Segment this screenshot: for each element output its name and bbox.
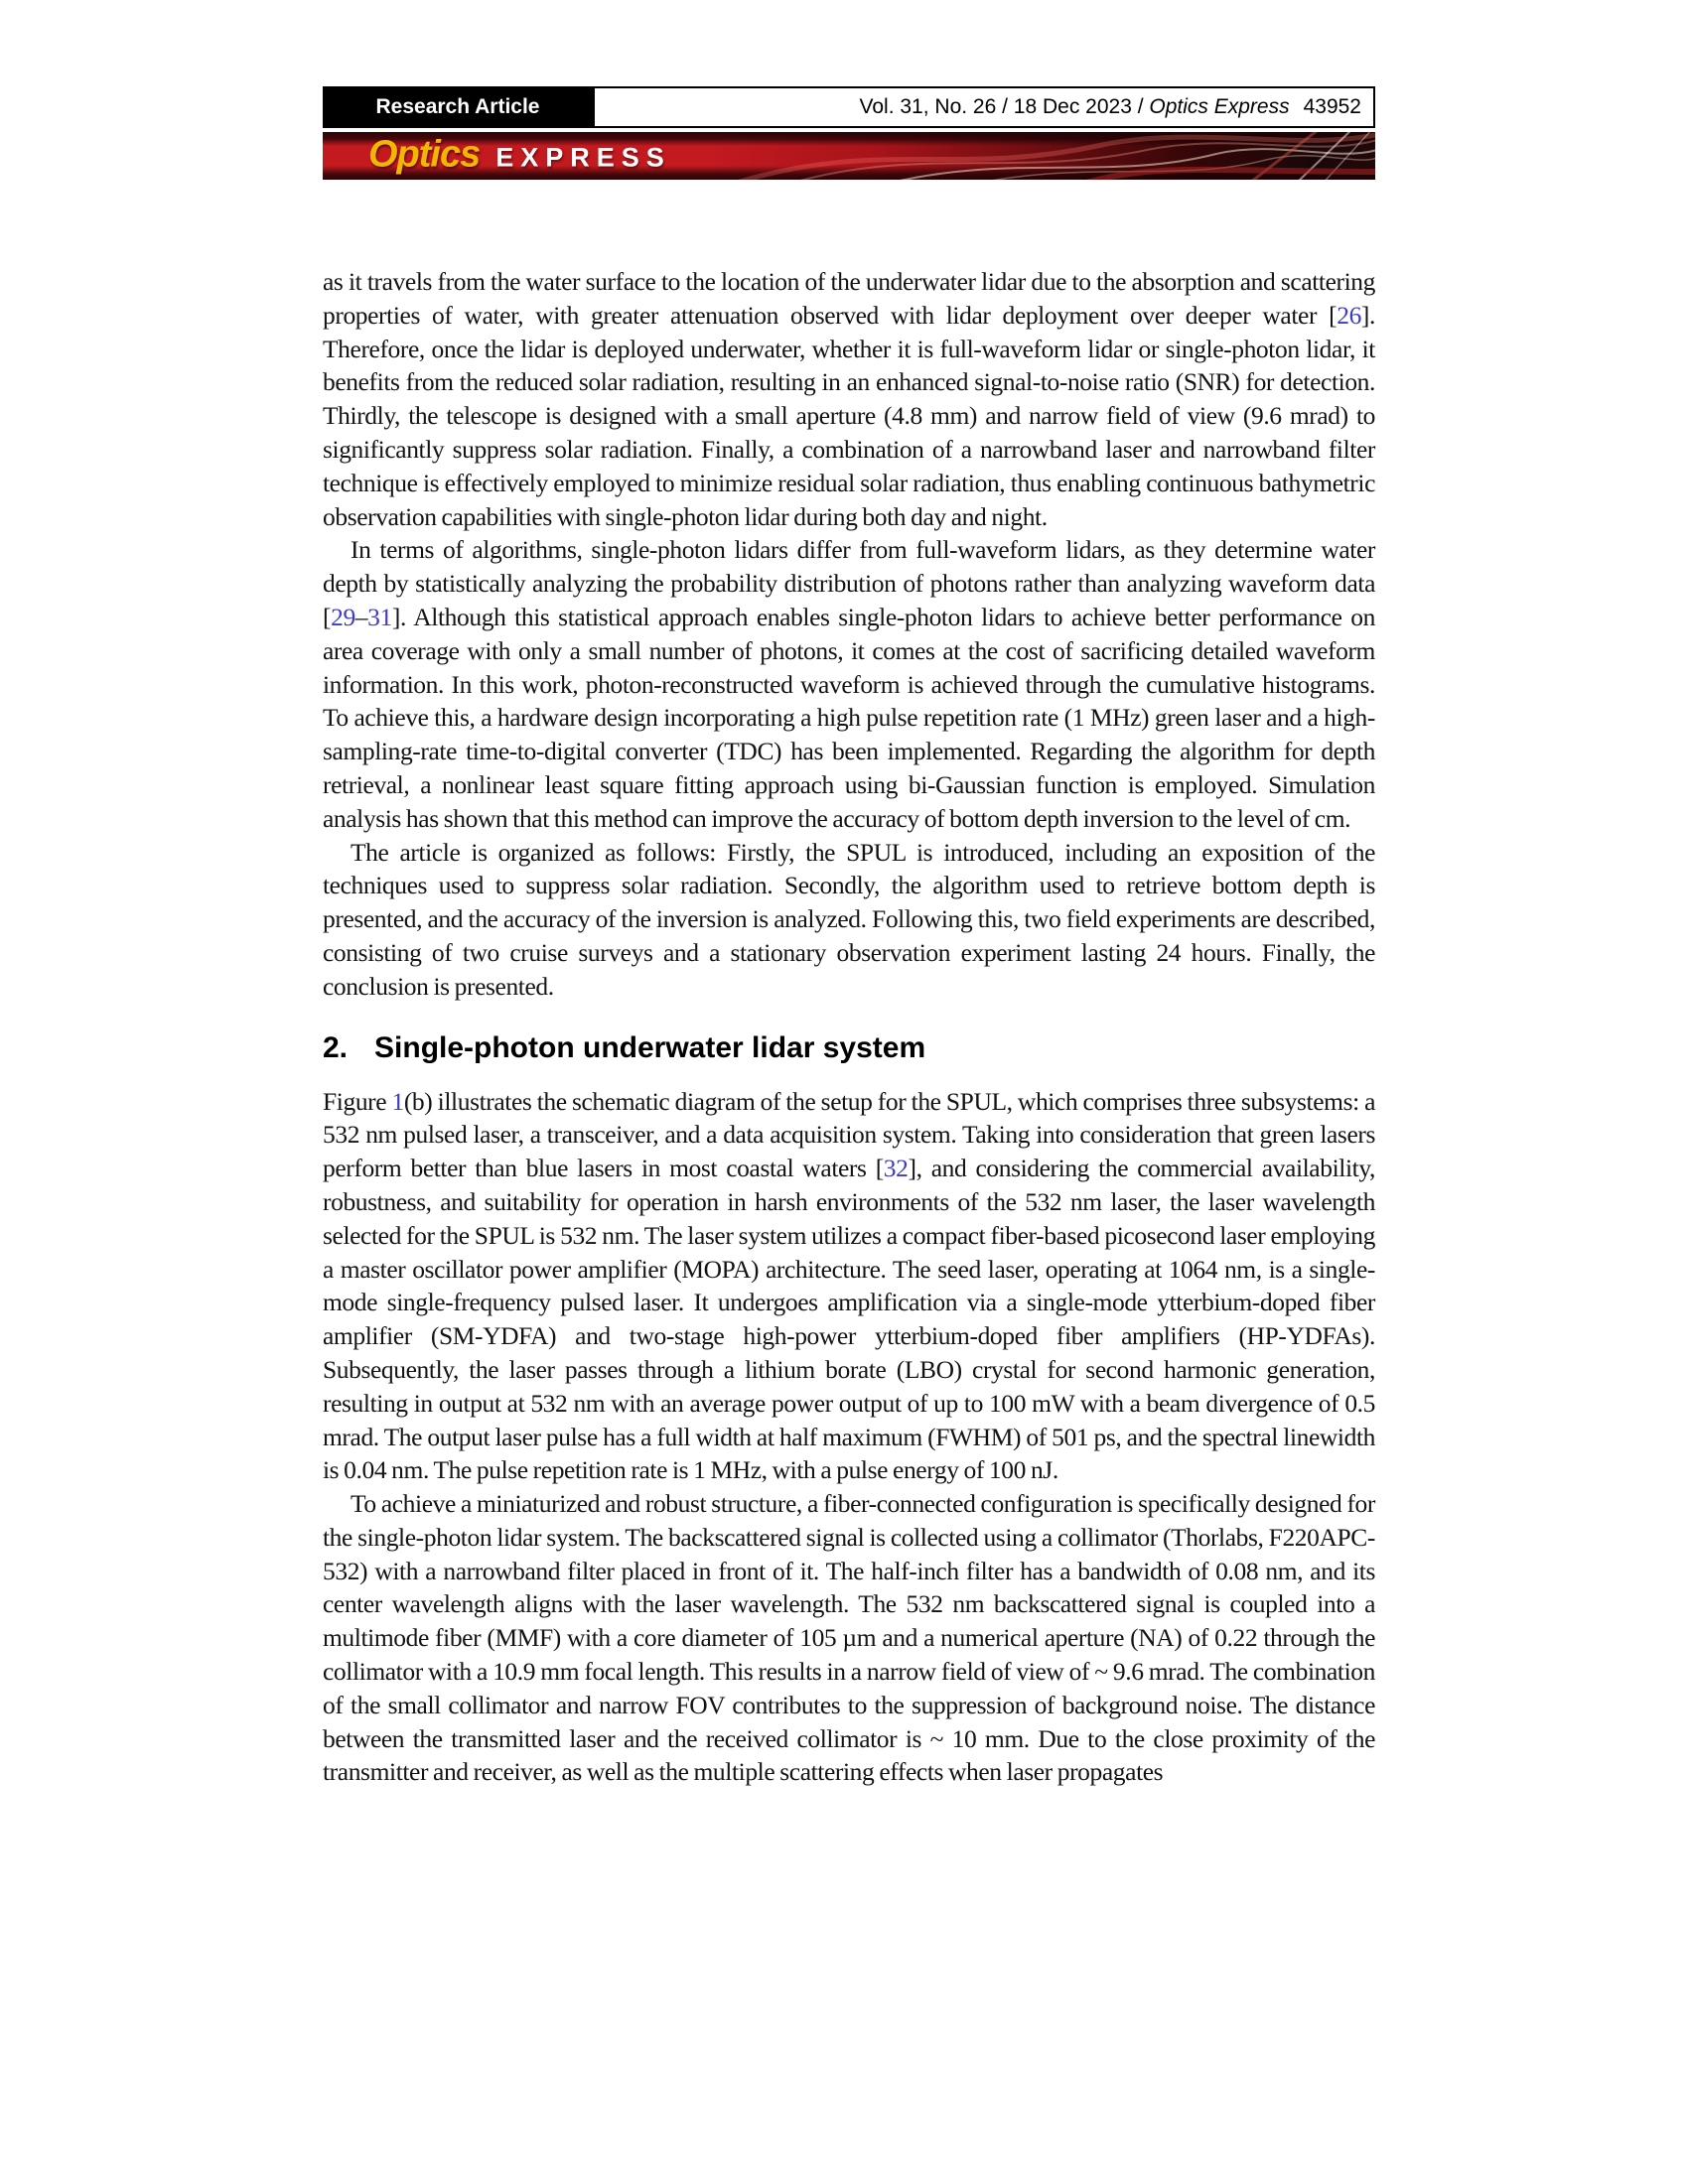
page-content — [323, 86, 1375, 1789]
journal-banner — [323, 132, 1375, 180]
citation-link[interactable]: 1 — [391, 1086, 404, 1116]
page-number: 43952 — [1303, 95, 1361, 118]
page-header — [323, 86, 1375, 128]
text-run: In terms of algorithms, single-photon lidars differ from full-waveform lidars, as they determine water depth by statistically analyzing the probability distribution of photons rather than analyzing waveform data [ — [323, 535, 1375, 631]
paragraph — [323, 533, 1375, 835]
research-article-label: Research Article — [375, 95, 540, 118]
paragraph — [323, 1487, 1375, 1789]
paragraph — [323, 1085, 1375, 1488]
citation-link[interactable]: 32 — [883, 1154, 909, 1183]
citation-link[interactable]: 31 — [367, 602, 392, 631]
citation-link[interactable]: 26 — [1336, 300, 1361, 330]
text-run: The article is organized as follows: Firstly, the SPUL is introduced, including an exposition of the techniques used to suppress solar radiation. Secondly, the algorithm used to retrieve bottom depth is presented, and the accuracy of the inversion is analyzed. Following this, two field experiments are described, consisting of two cruise surveys and a stationary observation experiment lasting 24 hours. Finally, the conclusion is presented. — [323, 837, 1375, 1001]
article-body — [323, 265, 1375, 1789]
journal-name: Optics Express — [1149, 95, 1290, 118]
citation-link[interactable]: 29 — [331, 602, 355, 631]
logo-optics-text: Optics — [368, 133, 481, 176]
text-run: ], and considering the commercial availability, robustness, and suitability for operation in harsh environments of the 532 nm laser, the laser wavelength selected for the SPUL is 532 nm. The laser system utilizes a compact fiber-based picosecond laser employing a master oscillator power amplifier (MOPA) architecture. The seed laser, operating at 1064 nm, is a single-mode single-frequency pulsed laser. It undergoes amplification via a single-mode ytterbium-doped fiber amplifier (SM-YDFA) and two-stage high-power ytterbium-doped fiber amplifiers (HP-YDFAs). Subsequently, the laser passes through a lithium borate (LBO) crystal for second harmonic generation, resulting in output at 532 nm with an average power output of up to 100 mW with a beam divergence of 0.5 mrad. The output laser pulse has a full width at half maximum (FWHM) of 501 ps, and the spectral linewidth is 0.04 nm. The pulse repetition rate is 1 MHz, with a pulse energy of 100 nJ. — [323, 1154, 1375, 1485]
text-run: To achieve a miniaturized and robust structure, a fiber-connected configuration is specifically designed for the single-photon lidar system. The backscattered signal is collected using a collimator (Thorlabs, F220APC-532) with a narrowband filter placed in front of it. The half-inch filter has a bandwidth of 0.08 nm, and its center wavelength aligns with the laser wavelength. The 532 nm backscattered signal is coupled into a multimode fiber (MMF) with a core diameter of 105 µm and a numerical aperture (NA) of 0.22 through the collimator with a 10.9 mm focal length. This results in a narrow field of view of ~ 9.6 mrad. The combination of the small collimator and narrow FOV contributes to the suppression of background noise. The distance between the transmitted laser and the received collimator is ~ 10 mm. Due to the close proximity of the transmitter and receiver, as well as the multiple scattering effects when laser propagates — [323, 1489, 1375, 1787]
text-run: – — [354, 602, 368, 631]
paragraph — [323, 265, 1375, 533]
text-run: ]. Although this statistical approach enables single-photon lidars to achieve better performance on area coverage with only a small number of photons, it comes at the cost of sacrificing detailed waveform information. In this work, photon-reconstructed waveform is achieved through the cumulative histograms. To achieve this, a hardware design incorporating a high pulse repetition rate (1 MHz) green laser and a high-sampling-rate time-to-digital converter (TDC) has been implemented. Regarding the algorithm for depth retrieval, a nonlinear least square fitting approach using bi-Gaussian function is employed. Simulation analysis has shown that this method can improve the accuracy of bottom depth inversion to the level of cm. — [323, 602, 1375, 833]
journal-citation — [593, 86, 1375, 128]
citation-prefix: Vol. 31, No. 26 / 18 Dec 2023 / — [859, 95, 1150, 118]
section-title: Single-photon underwater lidar system — [374, 1030, 926, 1064]
paragraph — [323, 836, 1375, 1004]
research-article-badge — [323, 86, 593, 128]
text-run: (b) illustrates the schematic diagram of the setup for the SPUL, which comprises three subsystems: a 532 nm pulsed laser, a transceiver, and a data acquisition system. Taking into consideration that green lasers perform better than blue lasers in most coastal waters [ — [323, 1086, 1375, 1183]
text-run: Figure — [323, 1086, 392, 1116]
journal-logo — [368, 134, 671, 177]
section-heading — [323, 1030, 1375, 1066]
text-run: ]. Therefore, once the lidar is deployed underwater, whether it is full-waveform lidar or single-photon lidar, it benefits from the reduced solar radiation, resulting in an enhanced signal-to-noise ratio (SNR) for detection. Thirdly, the telescope is designed with a small aperture (4.8 mm) and narrow field of view (9.6 mrad) to significantly suppress solar radiation. Finally, a combination of a narrowband laser and narrowband filter technique is effectively employed to minimize residual solar radiation, thus enabling continuous bathymetric observation capabilities with single-photon lidar during both day and night. — [323, 300, 1375, 531]
section-number: 2. — [323, 1030, 349, 1064]
text-run: as it travels from the water surface to the location of the underwater lidar due to the absorption and scattering properties of water, with greater attenuation observed with lidar deployment over deeper water [ — [323, 267, 1375, 330]
logo-express-text: EXPRESS — [495, 142, 671, 173]
